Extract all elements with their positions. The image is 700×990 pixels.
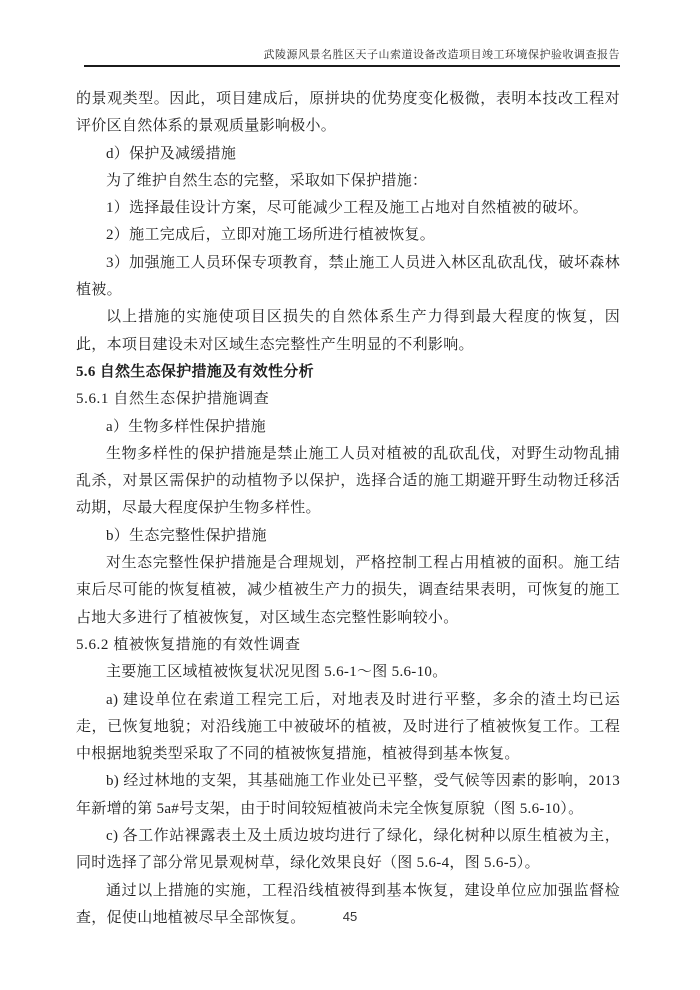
paragraph: a）生物多样性保护措施 <box>106 418 266 435</box>
subsection-heading: 5.6.2 植被恢复措施的有效性调查 <box>76 636 301 653</box>
paragraph: 生物多样性的保护措施是禁止施工人员对植被的乱砍乱伐，对野生动物乱捕乱杀，对景区需保护的动植物予以保护，选择合适的施工期避开野生动物迁移活动期，尽最大程度保护生物多样性。 <box>76 445 620 517</box>
paragraph: c) 各工作站裸露表土及土质边坡均进行了绿化，绿化树种以原生植被为主，同时选择了部分常见景观树草，绿化效果良好（图 5.6-4，图 5.6-5）。 <box>76 828 620 872</box>
paragraph: b）生态完整性保护措施 <box>106 527 267 544</box>
paragraph: 主要施工区域植被恢复状况见图 5.6-1～图 5.6-10。 <box>106 664 448 681</box>
subsection-heading: 5.6.1 自然生态保护措施调查 <box>76 391 270 408</box>
document-body <box>76 86 620 932</box>
header-rule <box>84 65 620 67</box>
paragraph: 的景观类型。因此，项目建成后，原拼块的优势度变化极微，表明本技改工程对评价区自然体系的景观质量影响极小。 <box>76 91 620 135</box>
paragraph: a) 建设单位在索道工程完工后，对地表及时进行平整，多余的渣土均已运走，已恢复地貌；对沿线施工中被破坏的植被，及时进行了植被恢复工作。工程中根据地貌类型采取了不同的植被恢复措施，植被得到基本恢复。 <box>76 691 620 763</box>
section-heading: 5.6 自然生态保护措施及有效性分析 <box>76 363 314 380</box>
paragraph: b) 经过林地的支架，其基础施工作业处已平整，受气候等因素的影响，2013 年新增的第 5a#号支架，由于时间较短植被尚未完全恢复原貌（图 5.6-10）。 <box>76 773 620 817</box>
running-title: 武陵源风景名胜区天子山索道设备改造项目竣工环境保护验收调查报告 <box>263 49 620 61</box>
paragraph: 2）施工完成后，立即对施工场所进行植被恢复。 <box>106 227 436 244</box>
paragraph: d）保护及减缓措施 <box>106 145 237 162</box>
paragraph: 以上措施的实施使项目区损失的自然体系生产力得到最大程度的恢复，因此，本项目建设未对区域生态完整性产生明显的不利影响。 <box>76 309 620 353</box>
page-number: 45 <box>342 909 358 924</box>
paragraph: 对生态完整性保护措施是合理规划，严格控制工程占用植被的面积。施工结束后尽可能的恢复植被，减少植被生产力的损失，调查结果表明，可恢复的施工占地大多进行了植被恢复，对区域生态完整性影响较小。 <box>76 555 620 626</box>
paragraph: 为了维护自然生态的完整，采取如下保护措施： <box>106 172 428 189</box>
page-footer <box>0 908 700 926</box>
paragraph: 通过以上措施的实施，工程沿线植被得到基本恢复，建设单位应加强监督检查，促使山地植被尽早全部恢复。 <box>76 882 620 926</box>
paragraph: 3）加强施工人员环保专项教育，禁止施工人员进入林区乱砍乱伐，破坏森林植被。 <box>76 254 620 299</box>
paragraph: 1）选择最佳设计方案，尽可能减少工程及施工占地对自然植被的破坏。 <box>106 200 589 217</box>
page-header <box>0 0 700 67</box>
